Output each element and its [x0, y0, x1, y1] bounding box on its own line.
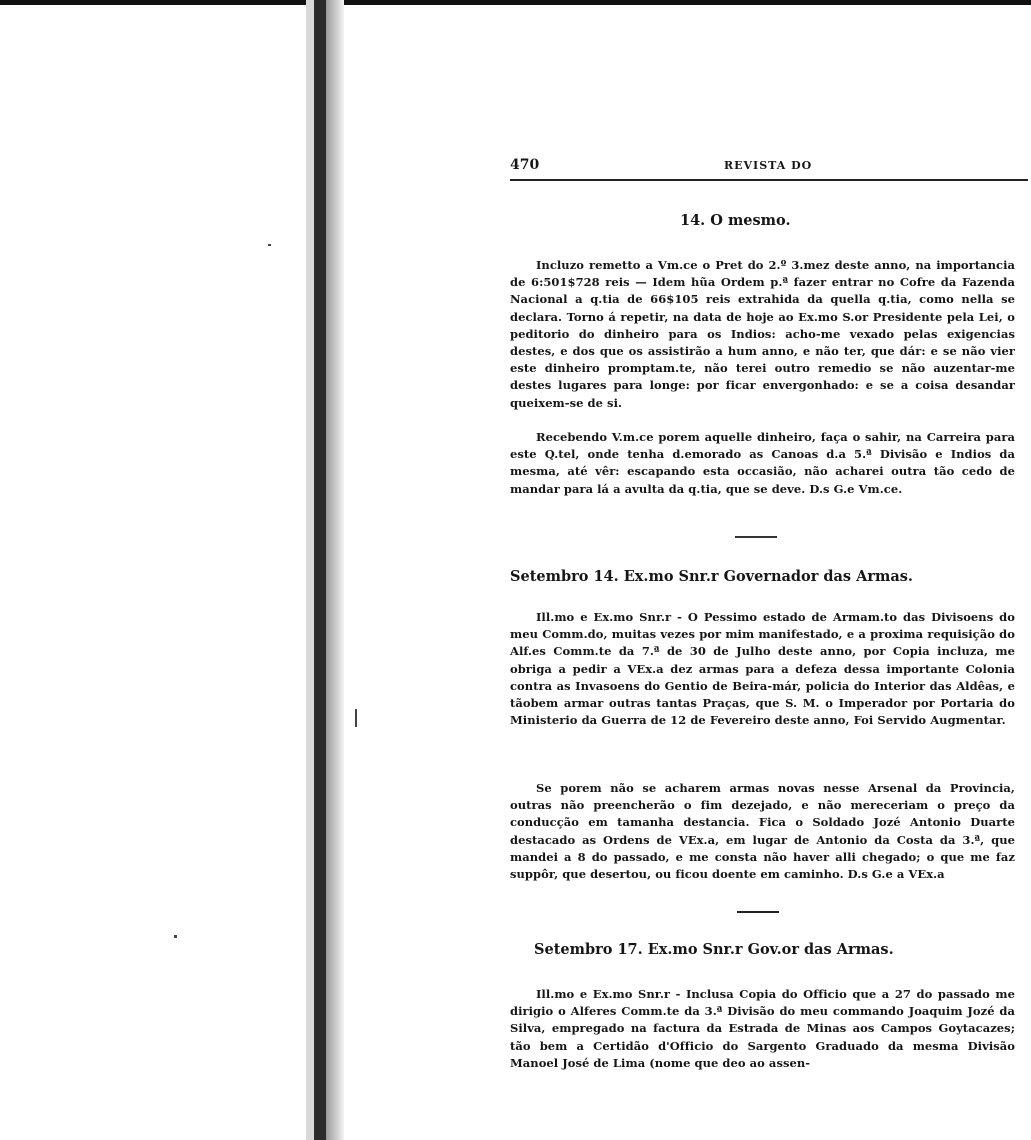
running-head [510, 157, 1030, 179]
book-gutter-fade [326, 0, 344, 1140]
page-number: 470 [510, 157, 540, 173]
paragraph-1-2: Recebendo V.m.ce porem aquelle dinheiro, faça o sahir, na Carreira para este Q.tel, onde tenha d.emorado as Canoas d.a 5.ª Divisão e Indios da mesma, até vêr: escapando esta occasião, não acharei outra tão cedo de mandar para lá a avulta da q.tia, que se deve. D.s G.e Vm.ce. [510, 430, 1015, 496]
section-heading-3: Setembro 17. Ex.mo Snr.r Gov.or das Armas. [534, 941, 894, 958]
header-rule [510, 179, 1028, 181]
paragraph-3-1: Ill.mo e Ex.mo Snr.r - Inclusa Copia do Officio que a 27 do passado me dirigio o Alferes Comm.te da 3.ª Divisão do meu commando Joaquim Jozé da Silva, empregado na factura da Estrada de Minas aos Campos Goytacazes; tão bem a Certidão d'Officio do Sargento Graduado da mesma Divisão Manoel José de Lima (nome que deo ao assen- [510, 987, 1015, 1070]
section-separator [737, 911, 779, 913]
book-gutter-binding [314, 0, 326, 1140]
book-gutter-shadow [306, 0, 314, 1140]
scan-top-edge [0, 0, 1031, 5]
section-heading-1: 14. O mesmo. [680, 212, 791, 229]
scan-speck [355, 709, 357, 727]
section-separator [735, 536, 777, 538]
paragraph-2-2: Se porem não se acharem armas novas nesse Arsenal da Provincia, outras não preencherão o fim dezejado, e não mereceriam o preço da conducção em tamanha destancia. Fica o Soldado Jozé Antonio Duarte destacado as Ordens de VEx.a, em lugar de Antonio da Costa da 3.ª, que mandei a 8 do passado, e me consta não haver alli chegado; o que me faz suppôr, que desertou, ou ficou doente em caminho. D.s G.e a VEx.a [510, 781, 1015, 882]
journal-title: REVISTA DO [724, 159, 813, 172]
section-heading-2: Setembro 14. Ex.mo Snr.r Governador das Armas. [510, 568, 913, 585]
paragraph-2-1: Ill.mo e Ex.mo Snr.r - O Pessimo estado de Armam.to das Divisoens do meu Comm.do, muitas vezes por mim manifestado, e a proxima requisição do Alf.es Comm.te da 7.ª de 30 de Julho deste anno, por Copia incluza, me obriga a pedir a VEx.a dez armas para a defeza dessa importante Colonia contra as Invasoens do Gentio de Beira-már, policia do Interior das Aldêas, e tãobem armar outras tantas Praças, que S. M. o Imperador por Portaria do Ministerio da Guerra de 12 de Fevereiro deste anno, Foi Servido Augmentar. [510, 610, 1015, 728]
scan-speck [268, 244, 271, 246]
paragraph-1-1: Incluzo remetto a Vm.ce o Pret do 2.º 3.mez deste anno, na importancia de 6:501$728 reis — Idem hũa Ordem p.ª fazer entrar no Cofre da Fazenda Nacional a q.tia de 66$105 reis extrahida da quella q.tia, como nella se declara. Torno á repetir, na data de hoje ao Ex.mo S.or Presidente pela Lei, o peditorio do dinheiro para os Indios: acho-me vexado pelas exigencias destes, e dos que os assistirão a hum anno, e não ter, que dár: e se não vier este dinheiro promptam.te, não terei outro remedio se não auzentar-me destes lugares para longe: por ficar envergonhado: e se a coisa desandar queixem-se de si. [510, 258, 1015, 410]
scan-speck [174, 935, 177, 938]
